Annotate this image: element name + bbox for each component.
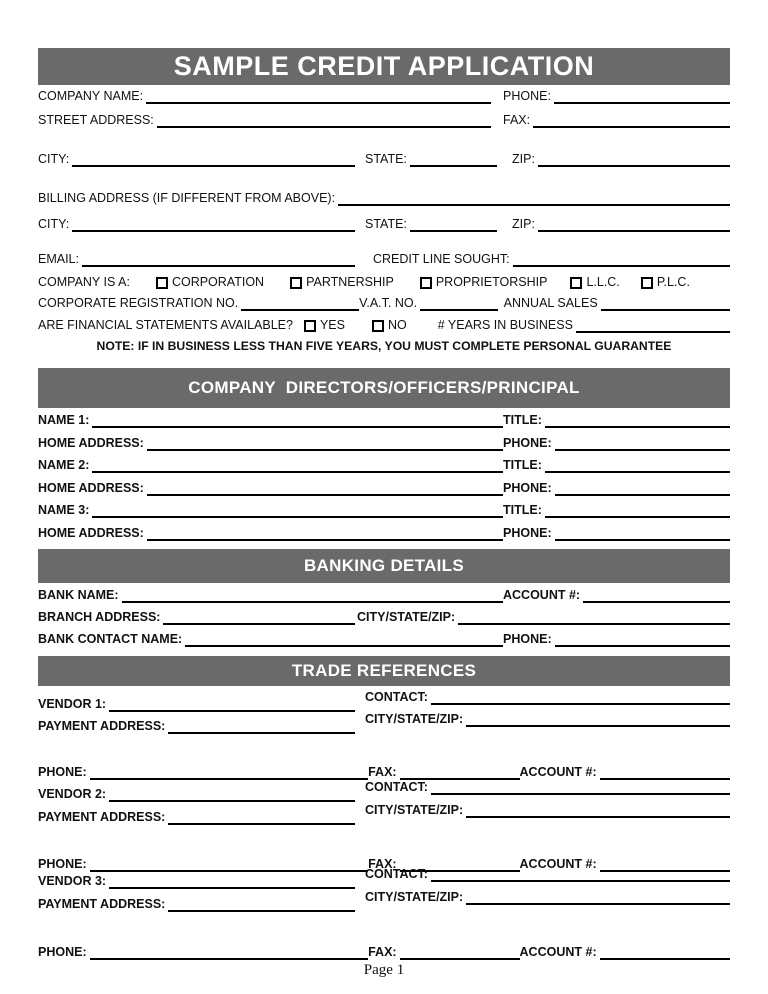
fax-v1-label: FAX: [368,764,397,779]
bank-contact-name-field[interactable] [185,645,503,647]
city-field[interactable] [72,165,355,167]
csz-3-field[interactable] [466,903,730,905]
name-3-label: NAME 3: [38,502,90,517]
note-text: NOTE: IF IN BUSINESS LESS THAN FIVE YEARS, YOU MUST COMPLETE PERSONAL GUARANTEE [96,339,672,353]
page-title: SAMPLE CREDIT APPLICATION [38,48,730,85]
city-state-zip-row [38,150,730,167]
phone-1-field[interactable] [555,449,730,451]
yes-checkbox[interactable] [304,320,316,332]
account-v3-field[interactable] [600,958,730,960]
csz-3-label: CITY/STATE/ZIP: [365,889,464,904]
email-field[interactable] [82,265,355,267]
csz-2-field[interactable] [466,816,730,818]
billing-address-field[interactable] [338,204,730,206]
phone-3-field[interactable] [555,539,730,541]
phone-v2-field[interactable] [90,870,368,872]
email-credit-row [38,250,730,267]
account-v3-label: ACCOUNT #: [519,944,597,959]
billing-city-state-zip-row [38,215,730,232]
bank-name-field[interactable] [122,601,503,603]
corporation-label: CORPORATION [171,274,265,289]
home-address-1-field[interactable] [147,449,503,451]
name-3-field[interactable] [92,516,503,518]
billing-address-label: BILLING ADDRESS (IF DIFFERENT FROM ABOVE): [38,190,336,205]
bank-phone-label: PHONE: [503,631,552,646]
zip-field[interactable] [538,165,730,167]
home-address-2-label: HOME ADDRESS: [38,480,144,495]
corp-reg-no-field[interactable] [241,309,359,311]
vat-no-field[interactable] [420,309,498,311]
vendor-row [38,689,730,712]
vendor-1-label: VENDOR 1: [38,696,107,711]
company-type-row [38,272,730,290]
name-1-label: NAME 1: [38,412,90,427]
director-row [38,411,730,428]
page-number: Page 1 [363,962,405,978]
name-1-field[interactable] [92,426,503,428]
years-in-business-label: # YEARS IN BUSINESS [437,317,573,332]
corp-reg-no-label: CORPORATE REGISTRATION NO. [38,295,239,310]
billing-state-label: STATE: [365,216,407,231]
vendor-row [38,866,730,889]
yes-label: YES [319,317,345,332]
bank-contact-row [38,630,730,647]
bank-name-label: BANK NAME: [38,587,119,602]
home-address-2-field[interactable] [147,494,503,496]
partnership-checkbox[interactable] [290,277,302,289]
registration-row [38,294,730,311]
phone-v1-label: PHONE: [38,764,87,779]
account-number-label: ACCOUNT #: [503,587,581,602]
home-address-1-label: HOME ADDRESS: [38,435,144,450]
email-label: EMAIL: [38,251,79,266]
bank-contact-name-label: BANK CONTACT NAME: [38,631,183,646]
phone-2-label: PHONE: [503,480,552,495]
title-1-field[interactable] [545,426,730,428]
company-name-field[interactable] [146,102,491,104]
billing-zip-field[interactable] [538,230,730,232]
fax-v2-label: FAX: [368,856,397,871]
csz-1-label: CITY/STATE/ZIP: [365,711,464,726]
fax-v3-label: FAX: [368,944,397,959]
account-number-field[interactable] [583,601,730,603]
bank-city-state-zip-label: CITY/STATE/ZIP: [357,609,456,624]
phone-field[interactable] [554,102,730,104]
title-1-label: TITLE: [503,412,542,427]
contact-2-label: CONTACT: [365,779,428,794]
home-address-3-field[interactable] [147,539,503,541]
zip-label: ZIP: [512,151,535,166]
payment-address-row [38,889,730,912]
home-address-3-label: HOME ADDRESS: [38,525,144,540]
state-field[interactable] [410,165,497,167]
payment-address-2-field[interactable] [168,823,355,825]
billing-zip-label: ZIP: [512,216,535,231]
name-2-field[interactable] [92,471,503,473]
directors-section-header: COMPANY DIRECTORS/OFFICERS/PRINCIPAL [38,368,730,408]
phone-3-label: PHONE: [503,525,552,540]
payment-address-3-field[interactable] [168,910,355,912]
phone-label: PHONE: [503,88,551,103]
account-v1-label: ACCOUNT #: [519,764,597,779]
no-checkbox[interactable] [372,320,384,332]
vendor-3-field[interactable] [109,887,355,889]
contact-1-field[interactable] [431,703,730,705]
payment-address-row [38,711,730,734]
banking-section-header: BANKING DETAILS [38,549,730,583]
city-label: CITY: [38,151,70,166]
payment-address-2-label: PAYMENT ADDRESS: [38,809,166,824]
phone-fax-account-row [38,763,730,780]
phone-2-field[interactable] [555,494,730,496]
payment-address-row [38,802,730,825]
bank-city-state-zip-field[interactable] [458,623,730,625]
payment-address-3-label: PAYMENT ADDRESS: [38,896,166,911]
vendor-row [38,779,730,802]
street-address-label: STREET ADDRESS: [38,112,154,127]
contact-3-label: CONTACT: [365,866,428,881]
street-fax-row [38,111,730,128]
years-in-business-field[interactable] [576,331,730,333]
state-label: STATE: [365,151,407,166]
no-label: NO [387,317,407,332]
title-2-label: TITLE: [503,457,542,472]
title-3-label: TITLE: [503,502,542,517]
bank-name-row [38,586,730,603]
partnership-label: PARTNERSHIP [306,274,394,289]
street-address-field[interactable] [157,126,491,128]
title-3-field[interactable] [545,516,730,518]
billing-city-field[interactable] [72,230,355,232]
contact-2-field[interactable] [431,793,730,795]
fax-label: FAX: [503,112,531,127]
billing-city-label: CITY: [38,216,70,231]
branch-address-row [38,608,730,625]
corporation-checkbox[interactable] [156,277,168,289]
trade-section-header: TRADE REFERENCES [38,656,730,686]
fax-field[interactable] [533,126,730,128]
plc-checkbox[interactable] [641,277,653,289]
billing-state-field[interactable] [410,230,497,232]
phone-fax-account-row [38,943,730,960]
proprietorship-label: PROPRIETORSHIP [435,274,548,289]
branch-address-field[interactable] [163,623,355,625]
title-2-field[interactable] [545,471,730,473]
contact-1-label: CONTACT: [365,689,428,704]
phone-1-label: PHONE: [503,435,552,450]
company-phone-row [38,87,730,104]
director-row [38,501,730,518]
vat-no-label: V.A.T. NO. [359,295,418,310]
phone-v3-field[interactable] [90,958,368,960]
financial-statements-label: ARE FINANCIAL STATEMENTS AVAILABLE? [38,317,293,332]
vendor-2-label: VENDOR 2: [38,786,107,801]
annual-sales-field[interactable] [601,309,730,311]
account-v2-label: ACCOUNT #: [519,856,597,871]
financial-statements-row [38,316,730,333]
annual-sales-label: ANNUAL SALES [503,295,598,310]
vendor-3-label: VENDOR 3: [38,873,107,888]
director-row [38,456,730,473]
phone-v3-label: PHONE: [38,944,87,959]
director-row [38,524,730,541]
proprietorship-checkbox[interactable] [420,277,432,289]
company-is-a-label: COMPANY IS A: [38,274,130,289]
csz-2-label: CITY/STATE/ZIP: [365,802,464,817]
vendor-1-field[interactable] [109,710,355,712]
director-row [38,479,730,496]
billing-address-row [38,189,730,206]
branch-address-label: BRANCH ADDRESS: [38,609,161,624]
credit-line-label: CREDIT LINE SOUGHT: [373,251,510,266]
csz-1-field[interactable] [466,725,730,727]
phone-v2-label: PHONE: [38,856,87,871]
vendor-2-field[interactable] [109,800,355,802]
payment-address-1-label: PAYMENT ADDRESS: [38,718,166,733]
credit-line-field[interactable] [513,265,730,267]
contact-3-field[interactable] [431,880,730,882]
llc-checkbox[interactable] [570,277,582,289]
company-name-label: COMPANY NAME: [38,88,144,103]
director-row [38,434,730,451]
name-2-label: NAME 2: [38,457,90,472]
plc-label: P.L.C. [656,274,690,289]
fax-v3-field[interactable] [400,958,520,960]
phone-v1-field[interactable] [90,778,368,780]
payment-address-1-field[interactable] [168,732,355,734]
bank-phone-field[interactable] [555,645,730,647]
llc-label: L.L.C. [586,274,620,289]
